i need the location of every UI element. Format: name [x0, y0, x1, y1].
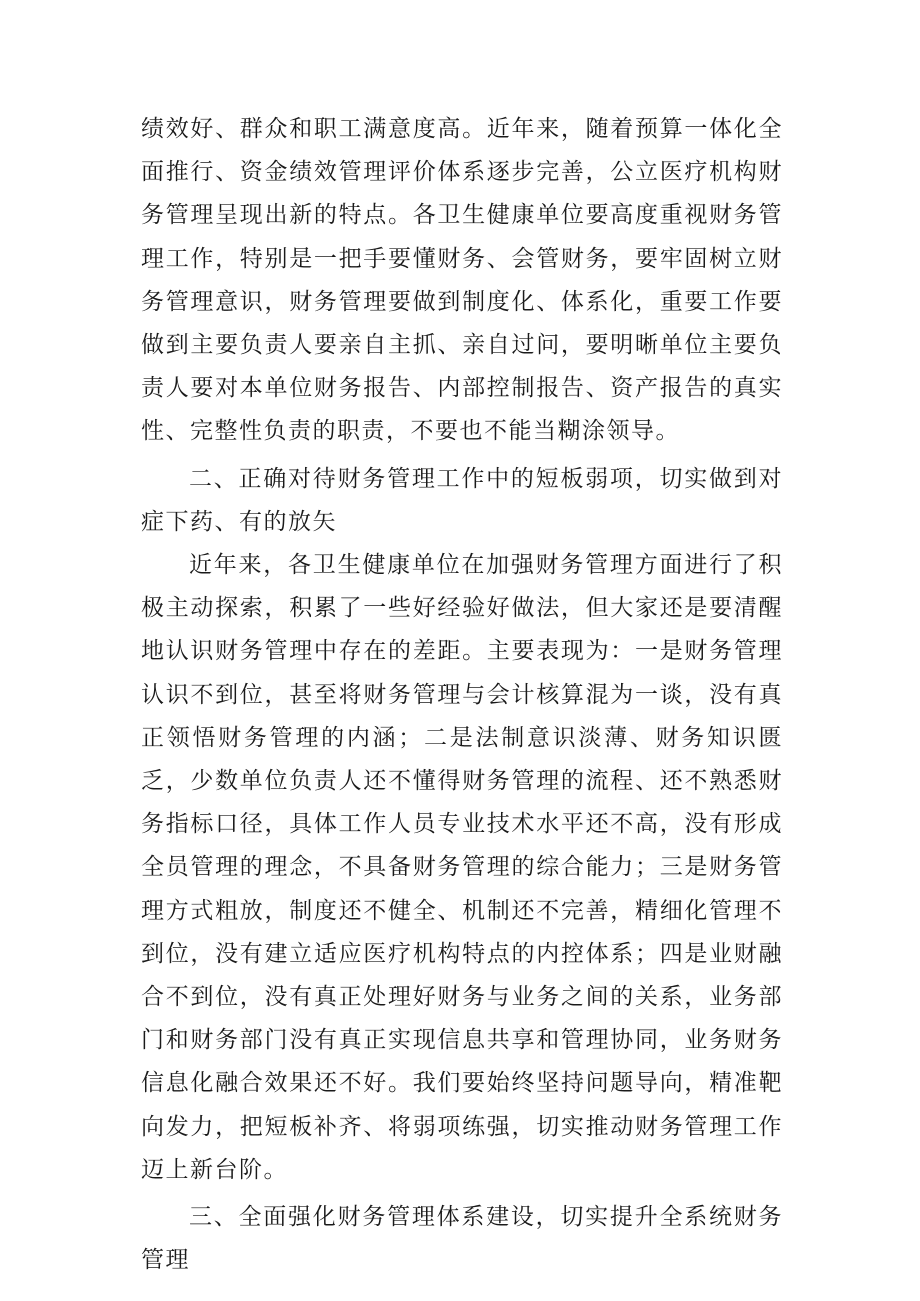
heading-section-three: 三、全面强化财务管理体系建设，切实提升全系统财务管理 [141, 1204, 783, 1274]
document-body [141, 108, 783, 1282]
heading-section-two: 二、正确对待财务管理工作中的短板弱项，切实做到对症下药、有的放矢 [141, 465, 783, 535]
paragraph-problems: 近年来，各卫生健康单位在加强财务管理方面进行了积极主动探索，积累了一些好经验好做法，但大家还是要清醒地认识财务管理中存在的差距。主要表现为：一是财务管理认识不到位，甚至将财务管理与会计核算混为一谈，没有真正领悟财务管理的内涵；二是法制意识淡薄、财务知识匮乏，少数单位负责人还不懂得财务管理的流程、还不熟悉财务指标口径，具体工作人员专业技术水平还不高，没有形成全员管理的理念，不具备财务管理的综合能力；三是财务管理方式粗放，制度还不健全、机制还不完善，精细化管理不到位，没有建立适应医疗机构特点的内控体系；四是业财融合不到位，没有真正处理好财务与业务之间的关系，业务部门和财务部门没有真正实现信息共享和管理协同，业务财务信息化融合效果还不好。我们要始终坚持问题导向，精准靶向发力，把短板补齐、将弱项练强，切实推动财务管理工作迈上新台阶。 [141, 552, 783, 1183]
paragraph-performance: 绩效好、群众和职工满意度高。近年来，随着预算一体化全面推行、资金绩效管理评价体系逐步完善，公立医疗机构财务管理呈现出新的特点。各卫生健康单位要高度重视财务管理工作，特别是一把手要懂财务、会管财务，要牢固树立财务管理意识，财务管理要做到制度化、体系化，重要工作要做到主要负责人要亲自主抓、亲自过问，要明晰单位主要负责人要对本单位财务报告、内部控制报告、资产报告的真实性、完整性负责的职责，不要也不能当糊涂领导。 [141, 116, 783, 445]
